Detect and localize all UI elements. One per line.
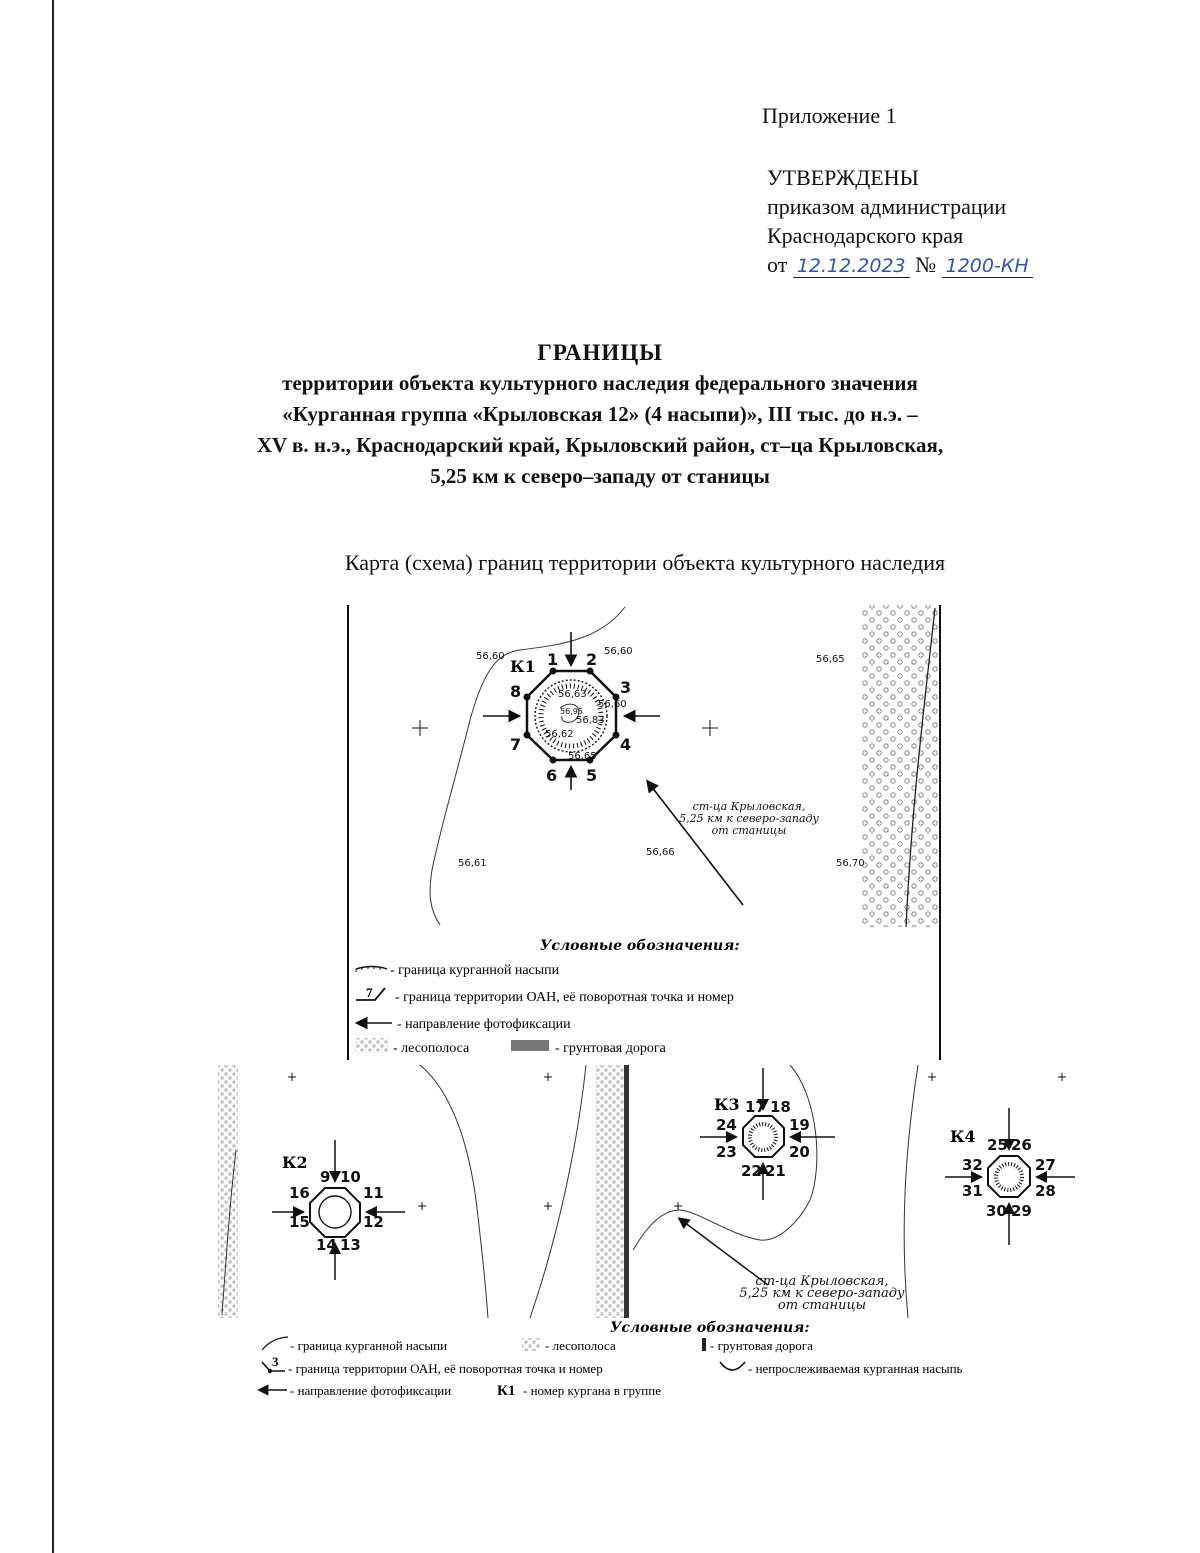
elev: 56,65: [816, 654, 845, 665]
k3-label: К3: [714, 1095, 740, 1114]
map2-forest-mid: [595, 1065, 625, 1318]
map2-contour-4: [904, 1065, 918, 1318]
from-label: от: [767, 252, 788, 277]
k2-pt: 12: [363, 1213, 384, 1231]
k3-pt: 20: [789, 1143, 810, 1161]
map-caption: Карта (схема) границ территории объекта культурного наследия: [344, 550, 946, 575]
appendix-label: Приложение 1: [762, 103, 897, 128]
legend2-road-symbol: [702, 1338, 706, 1351]
elev: 56,60: [598, 699, 627, 710]
elev: 56,61: [458, 858, 487, 869]
k1-pt-8: 8: [510, 682, 522, 701]
handwritten-date: 12.12.2023: [793, 255, 910, 278]
k2-mound-boundary: [319, 1196, 351, 1228]
approval-line-2: Краснодарского края: [767, 223, 964, 248]
note-line: ст-ца Крыловская,: [692, 800, 806, 813]
map2-legend: [260, 1337, 963, 1399]
legend-mound-label: - граница курганной насыпи: [390, 963, 560, 978]
k2-pt: 13: [340, 1236, 361, 1254]
k2-pt: 16: [289, 1184, 310, 1202]
title-line-1: территории объекта культурного наследия федерального значения: [282, 371, 918, 395]
legend2-oan-point: [268, 1369, 272, 1373]
map2-legend-title: Условные обозначения:: [610, 1320, 810, 1336]
k4-pt: 29: [1011, 1202, 1032, 1220]
k2-pt: 9: [320, 1168, 331, 1186]
k3-mound-boundary: [750, 1124, 776, 1150]
map2-forest-left: [218, 1065, 238, 1318]
legend2-mound-label: - граница курганной насыпи: [290, 1338, 448, 1353]
k3-pt: 19: [789, 1116, 810, 1134]
k4-label: К4: [950, 1127, 976, 1146]
legend-forest-symbol: [355, 1038, 389, 1053]
k3-pt: 23: [716, 1143, 737, 1161]
approval-line-1: приказом администрации: [767, 194, 1007, 219]
number-label: №: [915, 252, 937, 277]
map1: [348, 605, 940, 1060]
legend2-untraceable-label: - непрослеживаемая курганная насыпь: [748, 1361, 963, 1376]
note-line: от станицы: [711, 824, 787, 837]
k2-pt: 15: [289, 1213, 310, 1231]
legend-photo-label: - направление фотофиксации: [397, 1017, 571, 1032]
k1-pt-3: 3: [620, 678, 632, 697]
k1-pt-7: 7: [510, 735, 522, 754]
elev: 56,62: [545, 729, 574, 740]
k3-pt: 18: [770, 1098, 791, 1116]
approval-heading: УТВЕРЖДЕНЫ: [767, 165, 919, 190]
k1-pt-1: 1: [547, 650, 559, 669]
legend2-photo-label: - направление фотофиксации: [290, 1383, 452, 1398]
k1-pt-6: 6: [546, 766, 558, 785]
legend2-forest-symbol: [522, 1338, 540, 1351]
legend-oan-label: - граница территории ОАН, её поворотная точка и номер: [395, 990, 734, 1005]
k4-pt: 26: [1011, 1136, 1032, 1154]
legend2-mound-symbol: [262, 1337, 288, 1350]
map1-legend: [355, 963, 734, 1056]
legend-road-label: - грунтовая дорога: [555, 1041, 666, 1056]
k4-pt: 25: [987, 1136, 1008, 1154]
k4-pt: 31: [962, 1182, 983, 1200]
k1-pt-4: 4: [620, 735, 632, 754]
legend-oan-symbol-num: 7: [366, 985, 373, 1000]
elev: 56,60: [476, 651, 505, 662]
k2-pt: 11: [363, 1184, 384, 1202]
legend2-forest-label: - лесополоса: [545, 1338, 616, 1353]
k1-pt-2: 2: [586, 650, 598, 669]
map1-legend-title: Условные обозначения:: [540, 938, 740, 954]
k3-pt: 24: [716, 1116, 737, 1134]
k2-pt: 14: [316, 1236, 337, 1254]
k3-pt: 21: [765, 1162, 786, 1180]
title-line-3: XV в. н.э., Краснодарский край, Крыловский район, ст–ца Крыловская,: [256, 433, 944, 457]
map1-direction-note: [679, 800, 819, 837]
map2-road-mid: [624, 1065, 629, 1318]
map1-elevations: [458, 646, 865, 869]
k3-oan-boundary: [743, 1116, 784, 1157]
legend2-road-label: - грунтовая дорога: [710, 1338, 813, 1353]
elev: 56,83: [576, 715, 605, 726]
k4-pt: 32: [962, 1156, 983, 1174]
elev: 56,65: [568, 751, 597, 762]
handwritten-number: 1200-КН: [942, 255, 1033, 278]
legend-road-symbol: [511, 1040, 549, 1051]
k4-pt: 30: [986, 1202, 1007, 1220]
elev: 56,95: [560, 707, 583, 716]
note-line: 5,25 км к северо-западу: [739, 1286, 905, 1301]
legend-mound-symbol: [356, 967, 387, 970]
map1-forest-belt: [862, 605, 938, 927]
map2: [218, 1065, 1075, 1399]
map2-direction-note: [739, 1274, 905, 1313]
note-line: от станицы: [777, 1298, 867, 1313]
elev: 56,66: [646, 847, 675, 858]
title-line-4: 5,25 км к северо–западу от станицы: [430, 464, 770, 488]
k4-pt: 27: [1035, 1156, 1056, 1174]
note-line: 5,25 км к северо-западу: [679, 812, 819, 825]
legend2-oan-label: - граница территории ОАН, её поворотная точка и номер: [288, 1361, 603, 1376]
title-line-2: «Курганная группа «Крыловская 12» (4 насыпи)», III тыс. до н.э. –: [282, 402, 918, 426]
elev: 56,70: [836, 858, 865, 869]
note-line: ст-ца Крыловская,: [755, 1274, 889, 1289]
k3-pt: 17: [745, 1098, 766, 1116]
k3-pt: 22: [741, 1162, 762, 1180]
k2-point-labels: [289, 1168, 384, 1254]
map2-contour-2: [530, 1065, 586, 1318]
k1-pt-5: 5: [586, 766, 598, 785]
k4-mound-boundary: [996, 1164, 1022, 1190]
k2-label: К2: [282, 1153, 308, 1172]
k2-pt: 10: [340, 1168, 361, 1186]
legend2-kurgan-label: - номер кургана в группе: [523, 1383, 661, 1398]
legend-forest-label: - лесополоса: [393, 1041, 470, 1056]
k1-label: К1: [510, 657, 536, 676]
elev: 56,63: [558, 689, 587, 700]
legend2-oan-num: 3: [272, 1354, 279, 1369]
k4-pt: 28: [1035, 1182, 1056, 1200]
title-main: ГРАНИЦЫ: [537, 340, 663, 365]
map2-contour-1: [420, 1065, 488, 1318]
legend2-kurgan-symbol: К1: [497, 1383, 516, 1399]
legend2-untraceable-symbol: [720, 1362, 745, 1370]
elev: 56,60: [604, 646, 633, 657]
